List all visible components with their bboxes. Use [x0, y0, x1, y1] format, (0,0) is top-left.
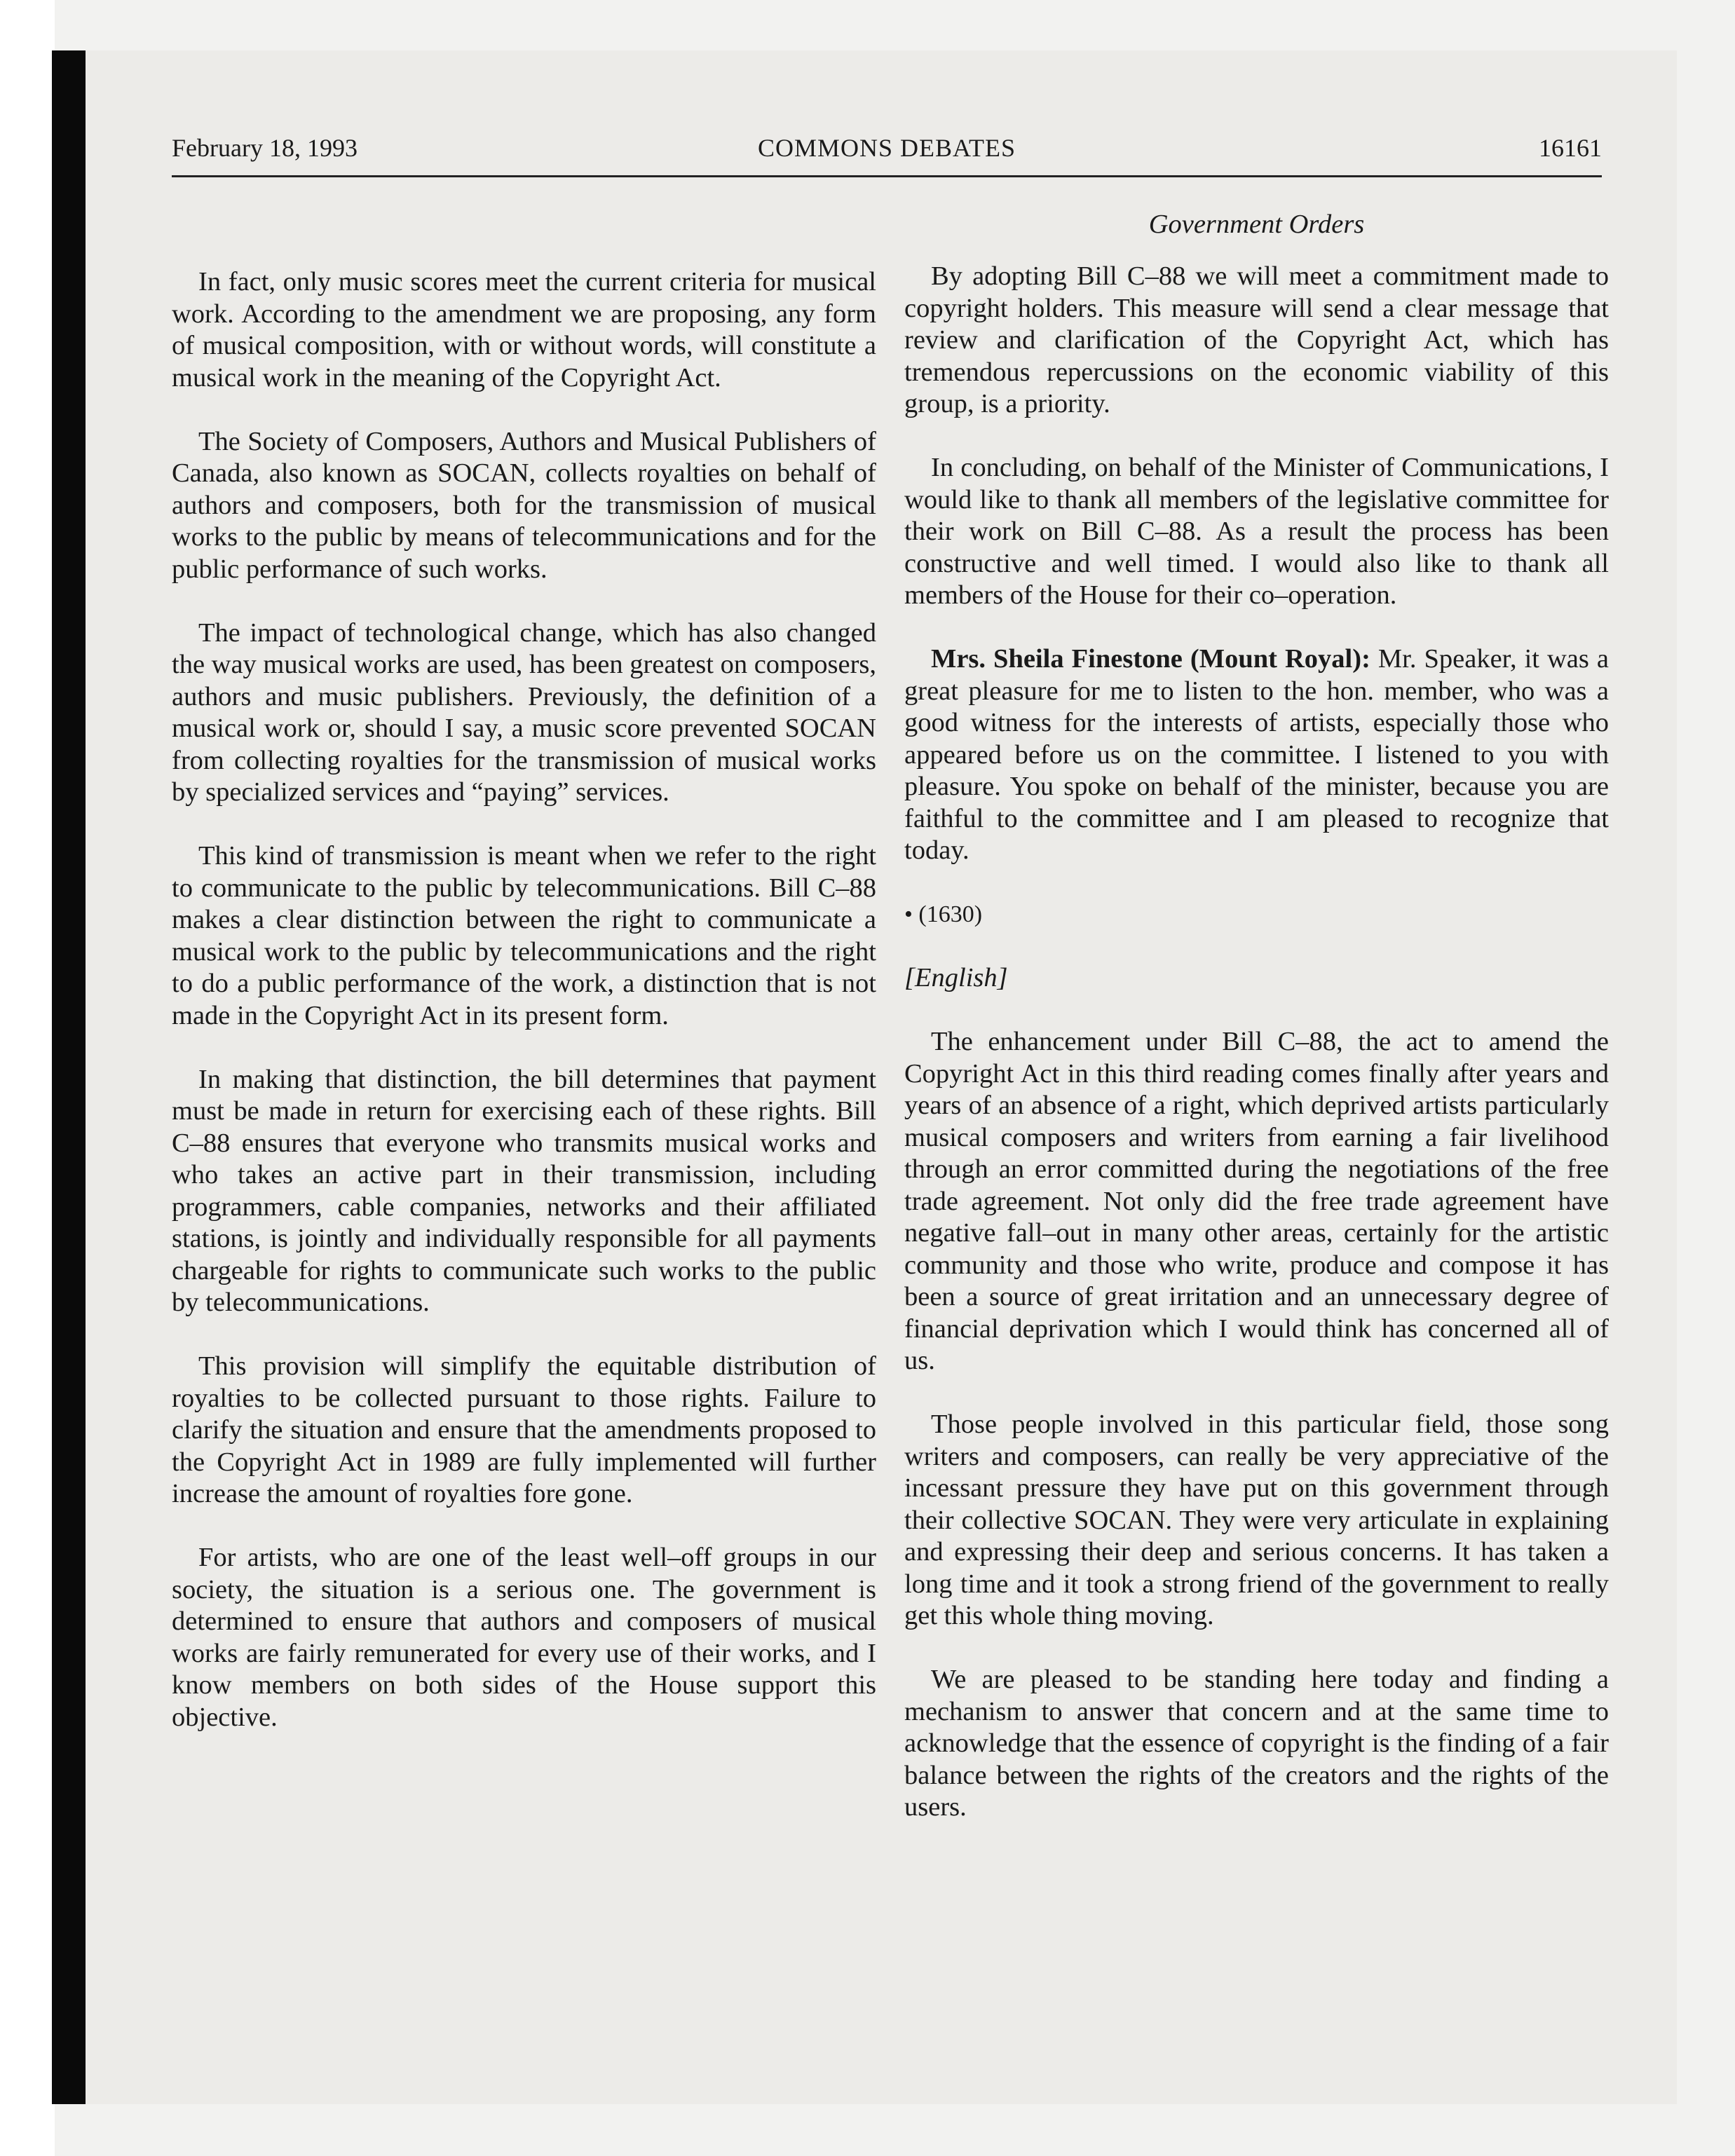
header-date: February 18, 1993 — [172, 134, 358, 162]
time-marker: • (1630) — [904, 901, 983, 927]
scan-edge-shadow — [52, 50, 86, 2104]
page-header — [172, 133, 1602, 177]
paragraph: The impact of technological change, which has also changed the way musical works are used, has been greatest on composers, authors and music publishers. Previously, the definition of a musical work or, should I say, a music score prevented SOCAN from collecting royalties for the transmission of musical works by specialized services and “paying” services. — [172, 618, 876, 807]
language-note: [English] — [904, 963, 1008, 992]
paragraph: This provision will simplify the equitable distribution of royalties to be collected pursuant to those rights. Failure to clarify the situation and ensure that the amendments proposed to the Copyright Act in 1989 are fully implemented will further increase the amount of royalties fore gone. — [172, 1351, 876, 1508]
paragraph: The enhancement under Bill C–88, the act to amend the Copyright Act in this third reading comes finally after years and years of an absence of a right, which deprived artists particularly musical composers and writers from earning a fair livelihood through an error committed during the negotiations of the free trade agreement. Not only did the free trade agreement have negative fall–out in many other areas, certainly for the artistic community and those who write, produce and compose it has been a source of great irritation and an unnecessary degree of financial deprivation which I would think has concerned all of us. — [904, 1027, 1609, 1375]
paragraph: The Society of Composers, Authors and Musical Publishers of Canada, also known as SOCAN, collects royalties on behalf of authors and composers, both for the transmission of musical works to the public by means of telecommunications and for the public performance of such works. — [172, 426, 876, 584]
header-publication: COMMONS DEBATES — [757, 134, 1016, 162]
right-column — [904, 261, 1609, 1855]
header-page-number: 16161 — [1539, 134, 1602, 162]
paragraph: This kind of transmission is meant when we refer to the right to communicate to the public by telecommunications. Bill C–88 makes a clear distinction between the right to communicate a musical work to the public by telecommunications and the right to do a public performance of the work, a distinction that is not made in the Copyright Act in its present form. — [172, 841, 876, 1030]
speech-text: Mr. Speaker, it was a great pleasure for me to listen to the hon. member, who was a good witness for the interests of artists, especially those who appeared before us on the committee. I listened to you with pleasure. You spoke on behalf of the minister, because you are faithful to the committee and I am pleased to recognize that today. — [904, 644, 1609, 865]
left-column — [172, 266, 876, 1766]
paragraph: Those people involved in this particular field, those song writers and composers, can really be very appreciative of the incessant pressure they have put on this government through their collective SOCAN. They were very articulate in explaining and expressing their deep and serious concerns. It has taken a long time and it took a strong friend of the government to really get this whole thing moving. — [904, 1410, 1609, 1630]
scan-margin — [0, 0, 55, 2156]
paragraph: By adopting Bill C–88 we will meet a commitment made to copyright holders. This measure will send a clear message that review and clarification of the Copyright Act, which has tremendous repercussions on the economic viability of this group, is a priority. — [904, 261, 1609, 418]
paragraph: We are pleased to be standing here today and finding a mechanism to answer that concern and at the same time to acknowledge that the essence of copyright is the finding of a fair balance between the rights of the creators and the rights of the users. — [904, 1665, 1609, 1822]
paragraph: In concluding, on behalf of the Minister of Communications, I would like to thank all members of the legislative committee for their work on Bill C–88. As a result the process has been constructive and well timed. I would also like to thank all members of the House for their co–operation. — [904, 453, 1609, 610]
section-title: Government Orders — [1148, 210, 1365, 239]
paragraph: In making that distinction, the bill determines that payment must be made in return for exercising each of these rights. Bill C–88 ensures that everyone who transmits musical works and who takes an active part in their transmission, including programmers, cable companies, networks and their affiliated stations, is jointly and individually responsible for all payments chargeable for rights to communicate such works to the public by telecommunications. — [172, 1064, 876, 1317]
paragraph: For artists, who are one of the least well–off groups in our society, the situation is a serious one. The government is determined to ensure that authors and composers of musical works are fairly remunerated for every use of their works, and I know members on both sides of the House support this objective. — [172, 1543, 876, 1732]
speech-paragraph — [904, 643, 1609, 867]
speaker-name: Mrs. Sheila Finestone (Mount Royal): — [931, 644, 1370, 674]
paragraph: In fact, only music scores meet the current criteria for musical work. According to the amendment we are proposing, any form of musical composition, with or without words, will constitute a musical work in the meaning of the Copyright Act. — [172, 267, 876, 393]
